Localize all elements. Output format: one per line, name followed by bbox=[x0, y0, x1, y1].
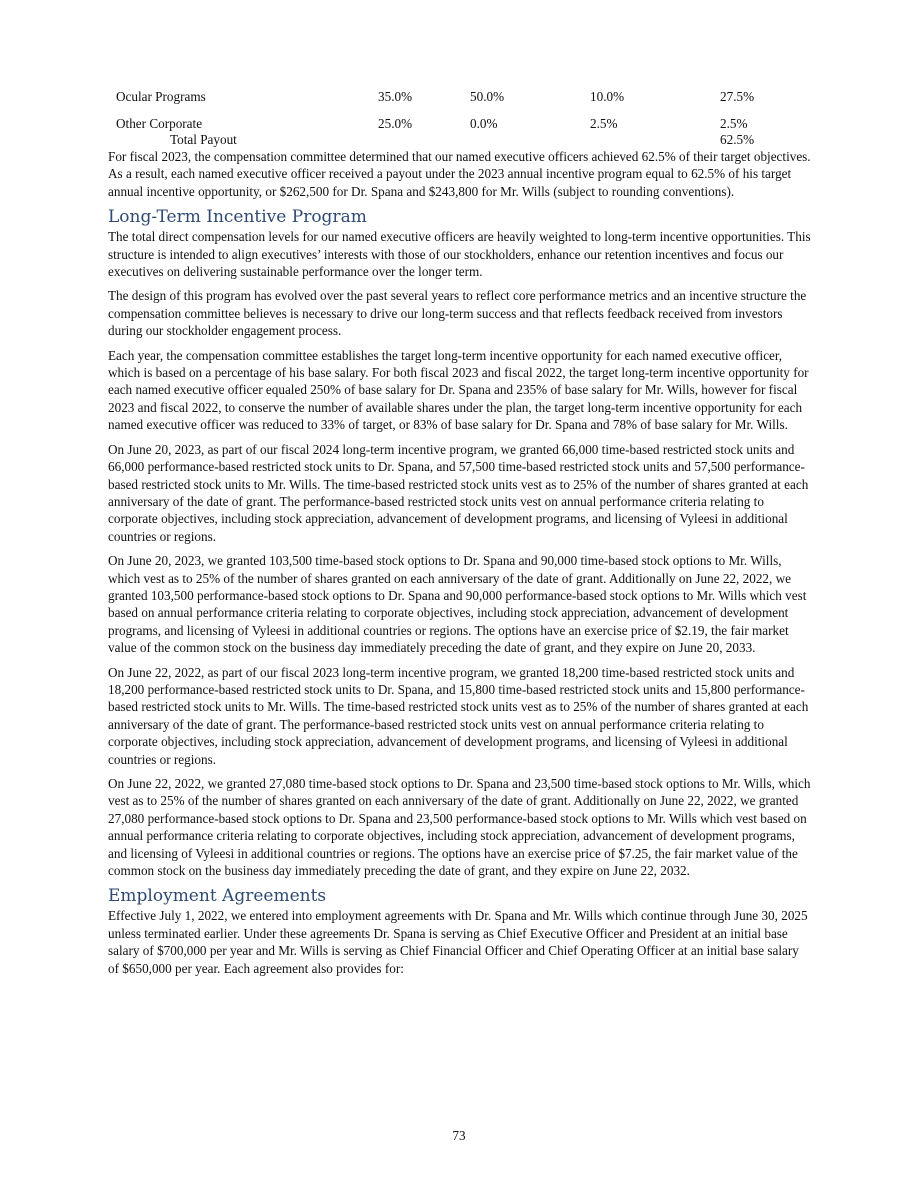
paragraph: On June 22, 2022, we granted 27,080 time-based stock options to Dr. Spana and 23,500 time-based stock options to Mr. Wills, which vest as to 25% of the number of shares granted on each anniversary of the date of grant. Additionally on June 22, 2022, we granted 27,080 performance-based stock options to Dr. Spana and 23,500 performance-based stock options to Mr. Wills which vest based on annual performance criteria relating to corporate objectives, including stock appreciation, advancement of development programs, and licensing of Vyleesi in additional countries or regions. The options have an exercise price of $7.25, the fair market value of the common stock on the business day immediately preceding the date of grant, and they expire on June 22, 2032. bbox=[108, 776, 811, 879]
cell-value: 27.5% bbox=[720, 89, 755, 104]
section-heading-employment: Employment Agreements bbox=[108, 886, 327, 907]
paragraph: For fiscal 2023, the compensation committee determined that our named executive officers achieved 62.5% of their target objectives. As a result, each named executive officer received a payout under the 2023 annual incentive program equal to 62.5% of his target annual incentive opportunity, or $262,500 for Dr. Spana and $243,800 for Mr. Wills (subject to rounding conventions). bbox=[108, 149, 811, 199]
table-row bbox=[108, 88, 812, 105]
total-label: Total Payout bbox=[170, 132, 237, 147]
total-value: 62.5% bbox=[720, 132, 755, 147]
payout-table bbox=[108, 86, 812, 148]
paragraph: On June 22, 2022, as part of our fiscal 2023 long-term incentive program, we granted 18,200 time-based restricted stock units and 18,200 performance-based restricted stock units to Dr. Spana, and 15,800 time-based restricted stock units and 15,800 performance-based restricted stock units to Mr. Wills. The time-based restricted stock units vest as to 25% of the number of shares granted at each anniversary of the date of grant. The performance-based restricted stock units vest on annual performance criteria relating to corporate objectives, including stock appreciation, advancement of development programs, and licensing of Vyleesi in additional countries or regions. bbox=[108, 664, 809, 767]
cell-value: 2.5% bbox=[720, 116, 748, 131]
section-heading-ltip: Long-Term Incentive Program bbox=[108, 207, 367, 228]
total-row bbox=[108, 131, 812, 148]
paragraph: Each year, the compensation committee establishes the target long-term incentive opportunity for each named executive officer, which is based on a percentage of his base salary. For both fiscal 2023 and fiscal 2022, the target long-term incentive opportunity for each named executive officer equaled 250% of base salary for Dr. Spana and 235% of base salary for Mr. Wills, however for fiscal 2023 and fiscal 2022, to conserve the number of available shares under the plan, the target long-term incentive opportunity for each named executive officer was reduced to 33% of target, or 83% of base salary for Dr. Spana and 78% of base salary for Mr. Wills. bbox=[108, 347, 809, 433]
paragraph: On June 20, 2023, we granted 103,500 time-based stock options to Dr. Spana and 90,000 time-based stock options to Mr. Wills, which vest as to 25% of the number of shares granted on each anniversary of the date of grant. Additionally on June 22, 2022, we granted 103,500 performance-based stock options to Dr. Spana and 90,000 performance-based stock options to Mr. Wills which vest based on annual performance criteria relating to corporate objectives, including stock appreciation, advancement of development programs, and licensing of Vyleesi in additional countries or regions. The options have an exercise price of $2.19, the fair market value of the common stock on the business day immediately preceding the date of grant, and they expire on June 20, 2033. bbox=[108, 553, 807, 656]
row-label: Ocular Programs bbox=[116, 89, 206, 104]
paragraph: On June 20, 2023, as part of our fiscal 2024 long-term incentive program, we granted 66,000 time-based restricted stock units and 66,000 performance-based restricted stock units to Dr. Spana, and 57,500 time-based restricted stock units and 57,500 performance-based restricted stock units to Mr. Wills. The time-based restricted stock units vest as to 25% of the number of shares granted at each anniversary of the date of grant. The performance-based restricted stock units vest on annual performance criteria relating to corporate objectives, including stock appreciation, advancement of development programs, and licensing of Vyleesi in additional countries or regions. bbox=[108, 441, 809, 544]
page-number: 73 bbox=[452, 1128, 466, 1143]
cell-value: 35.0% bbox=[378, 89, 413, 104]
cell-value: 50.0% bbox=[470, 89, 505, 104]
cell-value: 25.0% bbox=[378, 116, 413, 131]
paragraph: The design of this program has evolved over the past several years to reflect core performance metrics and an incentive structure the compensation committee believes is necessary to drive our long-term success and that reflects feedback received from investors during our stockholder engagement process. bbox=[108, 288, 807, 339]
paragraph: The total direct compensation levels for our named executive officers are heavily weighted to long-term incentive opportunities. This structure is intended to align executives’ interests with those of our stockholders, enhance our retention incentives and focus our executives on delivering sustainable performance over the longer term. bbox=[108, 229, 811, 280]
cell-value: 2.5% bbox=[590, 116, 618, 131]
row-label: Other Corporate bbox=[116, 116, 203, 131]
paragraph: Effective July 1, 2022, we entered into employment agreements with Dr. Spana and Mr. Wills which continue through June 30, 2025 unless terminated earlier. Under these agreements Dr. Spana is serving as Chief Executive Officer and President at an initial base salary of $700,000 per year and Mr. Wills is serving as Chief Financial Officer and Chief Operating Officer at an initial base salary of $650,000 per year. Each agreement also provides for: bbox=[108, 908, 808, 976]
table-row bbox=[108, 115, 812, 132]
cell-value: 10.0% bbox=[590, 89, 625, 104]
cell-value: 0.0% bbox=[470, 116, 498, 131]
document-page bbox=[108, 86, 812, 984]
